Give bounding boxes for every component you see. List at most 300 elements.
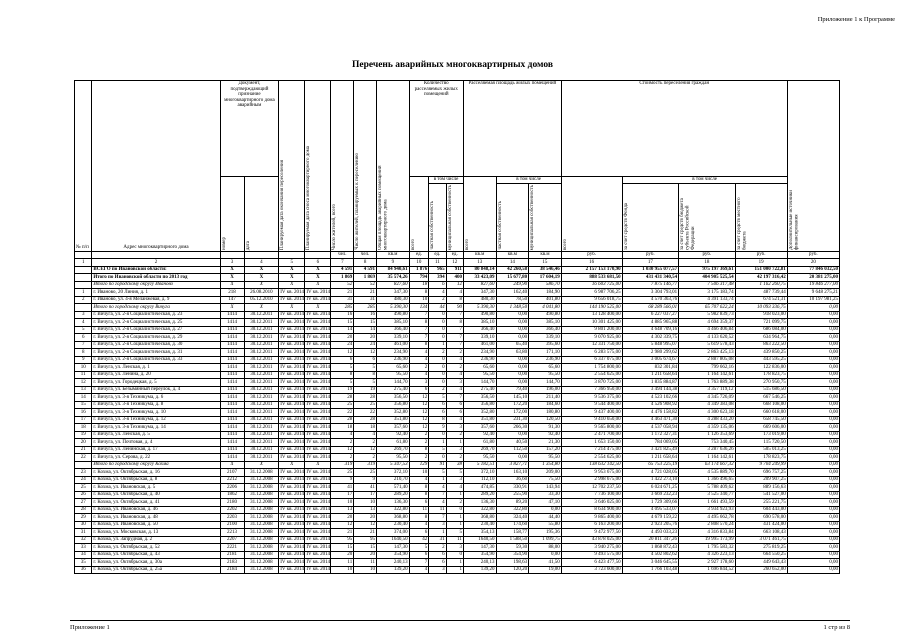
table-cell: IV кв. 2014 [306, 424, 331, 430]
col-cost-total: всего [561, 177, 622, 252]
table-cell: 4 [409, 349, 429, 357]
table-cell: 24 [75, 476, 92, 484]
table-row [75, 386, 840, 394]
table-cell: 1414 [220, 446, 244, 454]
table-cell: 3 287 636,26 [679, 446, 736, 454]
table-cell: 8 [409, 289, 429, 297]
table-cell: 2 [429, 349, 446, 357]
table-cell: 0,00 [787, 499, 839, 507]
unit-cell: ед. [409, 251, 429, 259]
table-cell: 11 [354, 559, 377, 567]
table-cell: 4 [429, 499, 446, 507]
table-cell: 3 [446, 476, 463, 484]
unit-cell: кв.м [496, 251, 529, 259]
table-cell: 88,00 [529, 544, 562, 552]
table-cell: 31.12.2008 [244, 469, 279, 477]
table-cell: 18 [331, 424, 354, 432]
table-cell: 1 [446, 566, 463, 574]
table-cell: IV кв. 2014 [306, 402, 331, 408]
table-cell: 275,40 [463, 386, 496, 394]
col-region: за счет средств бюджета субъекта Российской Федерации [679, 183, 736, 251]
total-row [75, 266, 840, 274]
page-footer [70, 620, 850, 631]
table-cell: Х [220, 274, 244, 282]
table-cell: г. Кохма, ул. Московская, д. 13 [92, 529, 220, 537]
table-cell: 13 [354, 506, 377, 514]
col-rooms-group: Количество расселяемых жилых помещений [409, 81, 463, 177]
table-cell: 84 940,61 [377, 266, 410, 274]
table-cell: 3 [446, 379, 463, 387]
table-cell: 374,00 [377, 529, 410, 537]
table-cell: 1414 [220, 341, 244, 349]
table-cell: 28 [331, 394, 354, 402]
table-cell: 95 [354, 536, 377, 544]
table-cell: 20 811 347,26 [622, 536, 679, 544]
table-cell: 144,70 [377, 379, 410, 387]
table-cell: 7 [409, 559, 429, 567]
table-cell: 12 [331, 521, 354, 529]
table-cell: 90 [446, 304, 463, 312]
table-cell: 1 164 142,61 [679, 371, 736, 379]
table-cell: 6 [429, 281, 446, 289]
table-cell: 10 [409, 469, 429, 477]
table-cell: 664 550,25 [735, 551, 787, 559]
table-cell: Х [244, 281, 279, 289]
table-cell: 26.08.2010 [244, 289, 279, 297]
table-row [75, 469, 840, 477]
table-cell: 78,50 [496, 296, 529, 304]
table-cell: 5 347,53 [377, 461, 410, 469]
table-cell: 163,10 [496, 469, 529, 477]
table-cell: 356,50 [463, 394, 496, 402]
table-cell: 95 [331, 536, 354, 544]
table-cell: 4 526 908,92 [622, 401, 679, 409]
table-cell: 799 662,16 [679, 364, 736, 372]
table-cell: 44 [429, 304, 446, 312]
table-cell: 4 679 159,22 [622, 514, 679, 522]
table-cell: Х [305, 461, 331, 469]
table-cell: 20 [354, 551, 377, 559]
table-cell: 1862 [220, 491, 244, 499]
table-cell: 3 525 340,77 [679, 491, 736, 499]
table-row [75, 446, 840, 454]
table-cell: 0 [429, 319, 446, 327]
table-cell: 4 [429, 484, 446, 492]
section-row [75, 461, 840, 469]
table-cell: 1 348,50 [496, 304, 529, 312]
table-cell: 8 [429, 416, 446, 424]
table-cell: г. Кохма, ул. Октябрьская, д. 52 [92, 544, 220, 552]
table-cell: 319 [331, 461, 354, 469]
table-cell: 12 [331, 349, 354, 357]
table-cell: 136,30 [463, 499, 496, 507]
table-cell: 30.12.2011 [244, 386, 279, 394]
table-cell: 210,70 [377, 476, 410, 484]
table-cell: 30.12.2011 [244, 409, 279, 417]
table-cell: 2 998 675,00 [561, 476, 622, 484]
table-cell: 33,30 [529, 491, 562, 499]
table-cell: 0,00 [529, 506, 562, 514]
table-cell: 0 [429, 379, 446, 387]
table-row [75, 506, 840, 514]
table-cell: г. Кохма, ул. Октябрьская, д. 30а [92, 559, 220, 567]
table-cell: 372,10 [463, 469, 496, 477]
table-cell: IV кв. 2014 [280, 454, 304, 460]
total-row [75, 274, 840, 282]
table-cell: 9 953 675,00 [561, 469, 622, 477]
unit-cell: руб. [679, 251, 736, 259]
table-cell: 7 [429, 491, 446, 499]
table-cell: г. Кохма, ул. Ивановская, д. 50 [92, 521, 220, 529]
table-cell: 322,80 [377, 506, 410, 514]
table-cell: 1 [446, 559, 463, 567]
table-cell: 285 [331, 304, 354, 312]
table-cell: 31 [429, 536, 446, 544]
table-cell: 10 [331, 499, 354, 507]
table-cell: 5 390,30 [463, 304, 496, 312]
table-cell: Х [220, 304, 244, 312]
unit-cell: руб. [735, 251, 787, 259]
table-cell: 136,30 [377, 499, 410, 507]
unit-cell: чел. [354, 251, 377, 259]
table-cell: 3 046 645,55 [622, 559, 679, 567]
table-cell: 236,90 [377, 356, 410, 364]
table-cell: 2 [429, 296, 446, 304]
table-cell: 354,90 [377, 551, 410, 559]
table-cell: 5 [331, 364, 354, 372]
table-cell: 162,40 [496, 289, 529, 297]
table-cell: 13 [331, 506, 354, 514]
table-row [75, 476, 840, 484]
table-cell: 6 [331, 356, 354, 364]
table-cell: 1640,50 [377, 536, 410, 544]
table-cell: 28 [75, 506, 92, 514]
table-cell: Х [244, 266, 279, 274]
table-cell: 65 707 622,24 [679, 304, 736, 312]
table-cell: Х [279, 461, 305, 469]
table-cell: 3 071 461,75 [735, 536, 787, 544]
table-cell: 480,30 [463, 296, 496, 304]
table-cell: 3 [446, 544, 463, 552]
table-cell: 449 643,43 [735, 559, 787, 567]
units-row [75, 251, 840, 259]
table-cell: 38 546,46 [529, 266, 562, 274]
table-cell: 36 [75, 566, 92, 574]
col-rooms-incl: в том числе [429, 177, 464, 184]
table-cell: IV кв. 2014 [306, 312, 331, 318]
table-cell: 6 [409, 551, 429, 559]
table-cell: 4 502 802,62 [622, 551, 679, 559]
column-number: 18 [679, 259, 736, 267]
table-cell: 9 865 400,00 [561, 514, 622, 522]
table-cell: 10 093 336,75 [735, 304, 787, 312]
table-cell: 330,91 [496, 484, 529, 492]
table-row [75, 409, 840, 417]
table-cell: 753 340,45 [679, 439, 736, 447]
table-cell: 461,00 [463, 341, 496, 349]
table-cell: 144,70 [463, 379, 496, 387]
table-cell: 9 [429, 424, 446, 432]
table-cell: 0,00 [496, 326, 529, 334]
table-cell: IV кв. 2014 [280, 514, 304, 520]
table-cell: 31.12.2008 [244, 551, 279, 559]
table-cell: 9 472 977,50 [561, 529, 622, 537]
column-number: 20 [787, 259, 839, 267]
unit-cell: кв.м [463, 251, 496, 259]
table-cell: 674 521,31 [735, 296, 787, 304]
table-cell: 490,80 [377, 311, 410, 319]
table-cell [75, 461, 92, 469]
table-cell: 1414 [220, 439, 244, 447]
table-cell: 12 [354, 446, 377, 454]
table-cell: 184,90 [529, 289, 562, 297]
table-cell: 8 [409, 514, 429, 522]
table-cell: IV кв. 2014 [280, 432, 304, 438]
table-cell: 366,40 [463, 326, 496, 334]
table-cell: 3 357 119,12 [679, 386, 736, 394]
table-row [75, 521, 840, 529]
table-cell: 2183 [220, 559, 244, 567]
table-cell: IV кв. 2014 [306, 469, 331, 475]
table-cell: IV кв. 2014 [280, 499, 304, 505]
table-cell: IV кв. 2014 [306, 432, 331, 438]
table-cell: 1 [429, 341, 446, 349]
table-cell: 95,50 [463, 371, 496, 379]
table-cell: 28 [331, 416, 354, 424]
table-cell: 0,00 [787, 326, 839, 334]
table-cell: 6 [75, 334, 92, 342]
table-cell [75, 274, 92, 282]
table-cell: 7 [409, 334, 429, 342]
table-row [75, 424, 840, 432]
table-cell: 18 [354, 424, 377, 432]
table-cell: IV кв. 2014 [280, 364, 304, 370]
table-cell: 9 801 200,00 [561, 326, 622, 334]
table-cell: 7 [409, 311, 429, 319]
table-cell: 4 [446, 484, 463, 492]
table-cell: 12 [409, 416, 429, 424]
table-cell: 4 523 102,66 [622, 394, 679, 402]
table-cell: 30.12.2011 [244, 454, 279, 462]
table-cell: 7 366 950,00 [561, 386, 622, 394]
table-cell: 354,90 [463, 551, 496, 559]
table-cell: 0,00 [787, 334, 839, 342]
col-rooms-total: всего [409, 177, 429, 252]
table-cell: 19,00 [529, 566, 562, 574]
table-cell: г. Вичуга, ул. Ленская, д. 5 [92, 431, 220, 439]
table-cell: 30.12.2011 [244, 326, 279, 334]
table-cell: г. Кохма, ул. Ивановская, д. 46 [92, 506, 220, 514]
table-cell: 31.12.2008 [244, 491, 279, 499]
table-row [75, 334, 840, 342]
table-cell: 5 [331, 379, 354, 387]
table-cell: 9 410 650,00 [561, 416, 622, 424]
table-cell: 234,90 [377, 349, 410, 357]
table-cell: 4 466 406,84 [679, 326, 736, 334]
table-cell: 129 [409, 461, 429, 469]
table-cell: 918 023,00 [735, 311, 787, 319]
table-cell: 7 214 475,00 [561, 446, 622, 454]
table-cell: г. Вичуга, ул. 3-я Техникума, д. 14 [92, 424, 220, 432]
table-cell: 3 175 183,74 [679, 289, 736, 297]
table-cell: 385,10 [529, 319, 562, 327]
col-plan-end: Планируемая дата окончания переселения [279, 81, 305, 252]
table-cell: 1 729 309,66 [622, 499, 679, 507]
column-number: 8 [354, 259, 377, 267]
table-cell: 2 [446, 364, 463, 372]
table-cell: 20 [354, 514, 377, 522]
table-cell: 356,80 [377, 401, 410, 409]
table-cell: 13 [75, 386, 92, 394]
table-cell: г. Вичуга, ул. 2-я Социалистическая, д. 30 [92, 341, 220, 349]
table-cell: 0 [429, 356, 446, 364]
table-cell: 269,70 [463, 446, 496, 454]
table-cell: 5 [446, 529, 463, 537]
table-cell: 5 [429, 394, 446, 402]
table-cell: 2 927 178,60 [679, 559, 736, 567]
table-cell: 0,00 [787, 371, 839, 379]
table-cell: 439 850,25 [735, 349, 787, 357]
table-cell: 1 868 872,43 [622, 544, 679, 552]
table-cell: 965 [429, 266, 446, 274]
table-cell: г. Кохма, ул. Октябрьская, д. 25а [92, 566, 220, 574]
appendix-note: Приложение 1 к Программе [817, 16, 895, 23]
table-cell: 1 126 353,69 [679, 431, 736, 439]
col-area-total: Общая площадь аварийных помещений многоквартирного дома [377, 81, 410, 252]
table-cell: 827,60 [377, 281, 410, 289]
table-cell: 180,80 [529, 409, 562, 417]
table-cell: 289,20 [463, 491, 496, 499]
table-cell: 1 795 583,32 [679, 544, 736, 552]
table-cell: 9 656 018,75 [561, 296, 622, 304]
table-cell: 30.12.2011 [244, 371, 279, 379]
table-cell: Х [220, 461, 244, 469]
table-cell: 889 156,63 [735, 484, 787, 492]
table-cell: IV кв. 2014 [306, 357, 331, 363]
table-cell: 63,80 [496, 349, 529, 357]
column-number: 2 [92, 259, 220, 267]
table-cell: 2 [331, 454, 354, 462]
table-cell: IV кв. 2014 [306, 334, 331, 340]
table-cell: Х [244, 461, 279, 469]
table-cell: 20 [75, 439, 92, 447]
table-cell: 6 [429, 401, 446, 409]
table-cell: г. Кохма, ул. Октябрьская, д. 40 [92, 491, 220, 499]
col-rooms-private: частная собственность [429, 183, 446, 251]
table-cell: 351,80 [377, 416, 410, 424]
table-cell: 59,30 [496, 544, 529, 552]
table-cell: IV кв. 2014 [306, 514, 331, 520]
table-cell: 4 [446, 371, 463, 379]
table-cell: 18 [409, 281, 429, 289]
table-cell: 32 [75, 536, 92, 544]
table-cell: г. Вичуга, ул. 3-я Техникума, д. 6 [92, 394, 220, 402]
table-cell: 1414 [220, 401, 244, 409]
table-cell: 1414 [220, 319, 244, 327]
table-cell: 571,40 [377, 484, 410, 492]
table-cell: 4 [429, 289, 446, 297]
table-cell: 357,60 [377, 424, 410, 432]
table-cell: 5 [354, 379, 377, 387]
table-cell: 29 [75, 514, 92, 522]
table-cell: 234,90 [463, 349, 496, 357]
table-cell: 5 982 839,73 [679, 311, 736, 319]
table-cell: 0,00 [787, 319, 839, 327]
table-cell: IV кв. 2014 [306, 499, 331, 505]
table-cell: 4 [75, 319, 92, 327]
section-row [75, 304, 840, 312]
table-cell: 9 704 249,99 [735, 461, 787, 469]
table-cell: 6 987 706,25 [561, 289, 622, 297]
table-cell: 0,00 [787, 386, 839, 394]
table-cell: 6 227 037,27 [622, 311, 679, 319]
table-cell: 145,10 [496, 394, 529, 402]
table-cell: 2 [446, 349, 463, 357]
table-cell: 0,00 [496, 454, 529, 462]
table-cell: 4 133 620,52 [679, 334, 736, 342]
table-row [75, 379, 840, 387]
table-cell: 12 [354, 521, 377, 529]
table-cell: 20 [331, 551, 354, 559]
table-cell: 1414 [220, 394, 244, 402]
table-cell: 6 [409, 386, 429, 394]
table-cell: 8 [331, 371, 354, 379]
table-cell: г. Вичуга, ул. 3-я Техникума, д. 8 [92, 401, 220, 409]
table-cell: 2100 [220, 521, 244, 529]
table-cell: 285 [354, 304, 377, 312]
table-cell: 30.12.2011 [244, 431, 279, 439]
table-cell: 230,40 [463, 521, 496, 529]
table-cell: г. Иваново, ул. 4-я Меланжевая, д. 9 [92, 296, 220, 304]
table-cell: 721 099,75 [735, 319, 787, 327]
table-cell: 0,00 [787, 349, 839, 357]
table-cell: 604 443,00 [735, 506, 787, 514]
table-cell: 9 070 925,00 [561, 334, 622, 342]
table-cell: 5 [75, 326, 92, 334]
table-cell: г. Вичуга, ул. Почтовая, д. 4 [92, 439, 220, 447]
table-cell: 20 [331, 334, 354, 342]
table-cell: IV кв. 2014 [280, 492, 304, 498]
table-cell: 23 [75, 469, 92, 477]
table-cell: 12 [409, 401, 429, 409]
table-cell: 4 302 339,75 [622, 334, 679, 342]
table-cell: 21 [331, 289, 354, 297]
table-cell: 38 [446, 461, 463, 469]
table-cell: 19 [75, 431, 92, 439]
table-cell: 275,40 [377, 386, 410, 394]
table-cell: 3 669 232,23 [622, 491, 679, 499]
table-cell: г. Кохма, ул. Ивановская, д. 48 [92, 514, 220, 522]
table-cell: 25 [75, 484, 92, 492]
table-cell: IV кв. 2014 [306, 567, 331, 573]
table-cell: 0,00 [787, 424, 839, 432]
table-cell: 14 [331, 326, 354, 334]
table-cell: 31.12.2008 [244, 544, 279, 552]
table-cell: 9 437 400,00 [561, 409, 622, 417]
table-cell: 8 [409, 484, 429, 492]
table-cell: 19 846 277,00 [787, 281, 839, 289]
table-cell: 4 316 833,84 [679, 529, 736, 537]
col-document: Документ, подтверждающий признание многоквартирного дома аварийным [220, 81, 279, 177]
table-cell: 0 [446, 551, 463, 559]
column-number: 15 [529, 259, 562, 267]
table-cell: 0,00 [787, 431, 839, 439]
table-cell: 5 [429, 469, 446, 477]
table-cell: 4 [446, 416, 463, 424]
col-area-private: частная собственность [496, 183, 529, 251]
table-cell: 4 300 623,18 [679, 409, 736, 417]
table-cell: 174,60 [496, 521, 529, 529]
